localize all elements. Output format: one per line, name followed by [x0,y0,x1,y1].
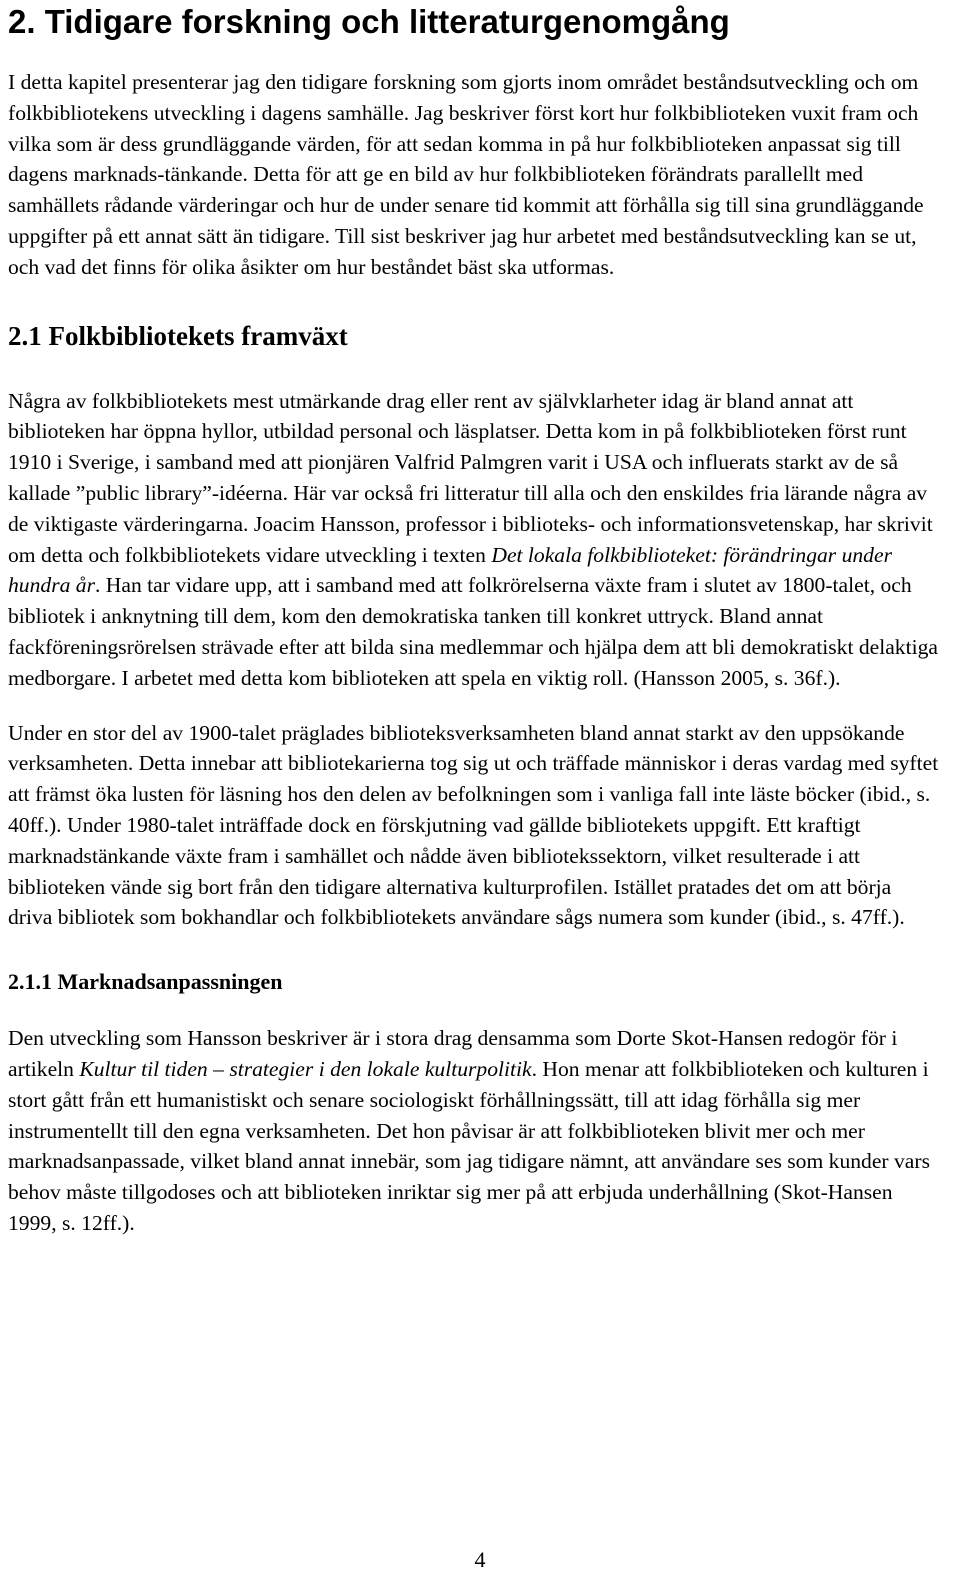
chapter-heading: 2. Tidigare forskning och litteraturgenomgång [8,3,730,40]
cited-title: Kultur til tiden – strategier i den lokale kulturpolitik [79,1056,532,1081]
paragraph-text: Den utveckling som Hansson beskriver är i stora drag densamma som Dorte Skot-Hansen redogör för i artikeln [8,1026,898,1081]
section-heading-2-1: 2.1 Folkbibliotekets framväxt [8,320,348,351]
document-page [0,2,960,1582]
paragraph-folkbibliotekets-framvaxt [8,386,940,694]
section-heading-2-1-1: 2.1.1 Marknadsanpassningen [8,969,283,995]
paragraph-marknadsanpassningen [8,1023,940,1239]
page-number: 4 [474,1547,486,1572]
paragraph-text: . Han tar vidare upp, att i samband med att folkrörelserna växte fram i slutet av 1800-talet, och bibliotek i anknytning till dem, kom den demokratiska tanken till konkret uttryck. Bland annat fackföreningsrörelsen strävade efter att bilda sina medlemmar och hjälpa dem att bli demokratiskt delaktiga medborgare. I arbetet med detta kom biblioteken att spela en viktig roll. (Hansson 2005, s. 36f.). [8,573,938,690]
paragraph-uppsokande-verksamhet: Under en stor del av 1900-talet präglades biblioteksverksamheten bland annat starkt av den uppsökande verksamheten. Detta innebar att bibliotekarierna tog sig ut och träffade människor i deras vardag med syftet att främst öka lusten för läsning hos den delen av befolkningen som i vanliga fall inte läste böcker (ibid., s. 40ff.). Under 1980-talet inträffade dock en förskjutning vad gällde bibliotekets uppgift. Ett kraftigt marknadstänkande växte fram i samhället och nådde även bibliotekssektorn, vilket resulterade i att biblioteken vände sig bort från den tidigare alternativa kulturprofilen. Istället pratades det om att börja driva bibliotek som bokhandlar och folkbibliotekets användare sågs numera som kunder (ibid., s. 47ff.). [8,720,939,930]
intro-paragraph: I detta kapitel presenterar jag den tidigare forskning som gjorts inom området beståndsutveckling och om folkbibliotekens utveckling i dagens samhälle. Jag beskriver först kort hur folkbiblioteken vuxit fram och vilka som är dess grundläggande värden, för att sedan komma in på hur folkbiblioteken anpassat sig till dagens marknads-tänkande. Detta för att ge en bild av hur folkbiblioteken förändrats parallellt med samhällets rådande värderingar och hur de under senare tid kommit att förhålla sig till sina grundläggande uppgifter på ett annat sätt än tidigare. Till sist beskriver jag hur arbetet med beståndsutveckling kan se ut, och vad det finns för olika åsikter om hur beståndet bäst ska utformas. [8,70,924,279]
paragraph-text: . Hon menar att folkbiblioteken och kulturen i stort gått från ett humanistiskt och senare sociologiskt förhållningssätt, till att idag förhålla sig mer instrumentellt till den egna verksamheten. Det hon påvisar är att folkbiblioteken blivit mer och mer marknadsanpassade, vilket bland annat innebär, som jag tidigare nämnt, att användare ses som kunder vars behov måste tillgodoses och att biblioteken inriktar sig mer på att erbjuda underhållning (Skot-Hansen 1999, s. 12ff.). [8,1056,930,1235]
cited-title: Det lokala folkbiblioteket: förändringar under hundra år [8,542,892,598]
paragraph-text: Några av folkbibliotekets mest utmärkande drag eller rent av självklarheter idag är bland annat att biblioteken har öppna hyllor, utbildad personal och läsplatser. Detta kom in på folkbiblioteken först runt 1910 i Sverige, i samband med att pionjären Valfrid Palmgren varit i USA och influerats starkt av de så kallade ”public library”-idéerna. Här var också fri litteratur till alla och den enskildes fria lärande några av de viktigaste värderingarna. Joacim Hansson, professor i biblioteks- och informationsvetenskap, har skrivit om detta och folkbibliotekets vidare utveckling i texten [8,388,933,567]
